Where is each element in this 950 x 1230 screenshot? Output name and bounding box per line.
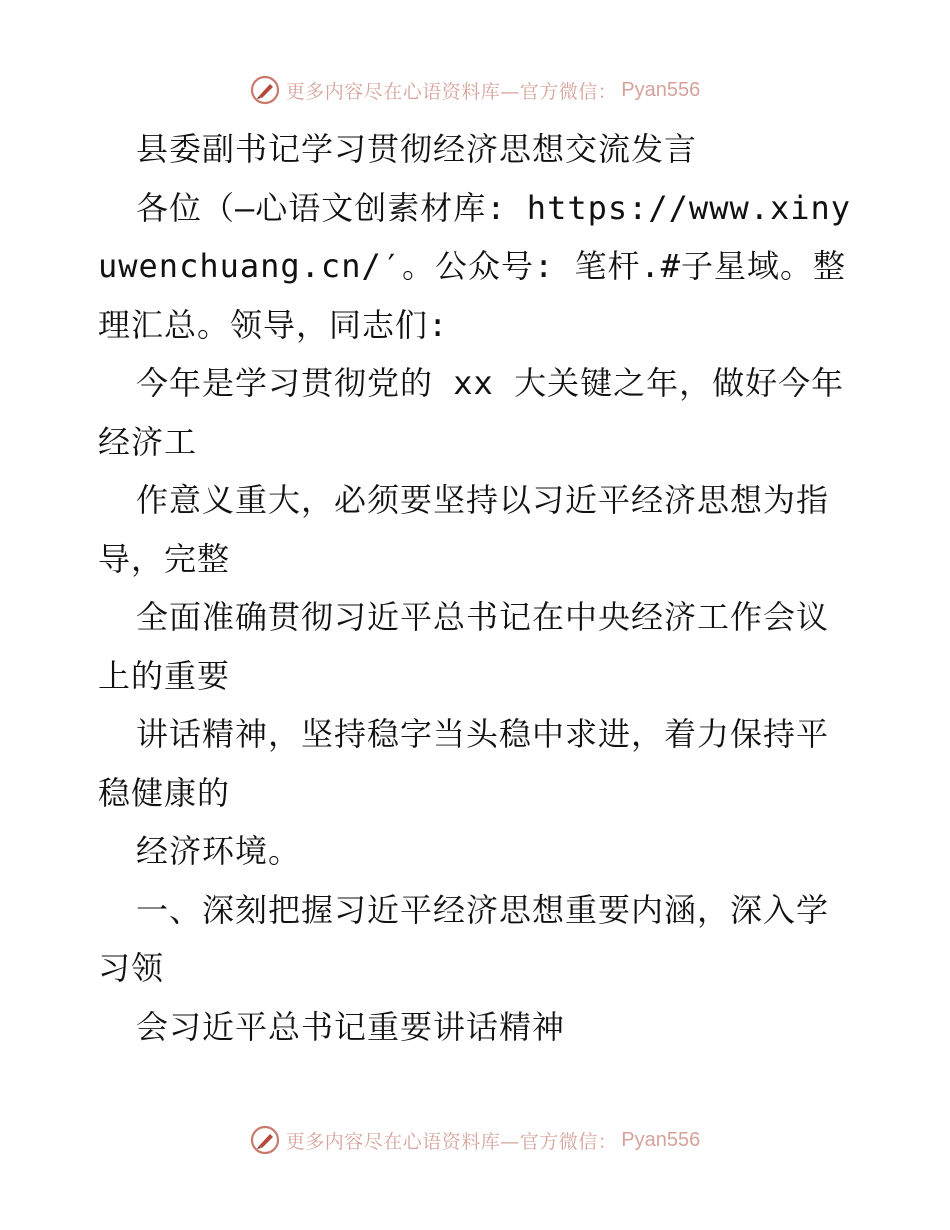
paragraph: 讲话精神，坚持稳字当头稳中求进，着力保持平稳健康的 bbox=[98, 715, 830, 812]
watermark-text: 更多内容尽在心语资料库—官方微信： bbox=[285, 80, 618, 103]
document-title: 县委副书记学习贯彻经济思想交流发言 bbox=[136, 130, 698, 168]
paragraph: 会习近平总书记重要讲话精神 bbox=[136, 1007, 566, 1046]
pen-logo-icon bbox=[250, 75, 280, 105]
paragraph: 经济环境。 bbox=[136, 832, 302, 870]
section-heading: 一、深刻把握习近平经济思想重要内涵，深入学习领 bbox=[98, 890, 830, 987]
watermark-footer bbox=[0, 1120, 950, 1160]
watermark-header bbox=[0, 70, 950, 110]
watermark-text: 更多内容尽在心语资料库—官方微信： bbox=[285, 1130, 618, 1153]
watermark-id: Pyan556 bbox=[621, 1128, 701, 1151]
document-body bbox=[98, 120, 854, 1056]
paragraph: 今年是学习贯彻党的 xx 大关键之年，做好今年经济工 bbox=[98, 364, 845, 461]
paragraph-salutation: 各位（—心语文创素材库: https://www.xinyuwenchuang.cn/′。公众号: 笔杆.#子星域。整理汇总。领导，同志们: bbox=[98, 188, 852, 344]
paragraph: 作意义重大，必须要坚持以习近平经济思想为指导，完整 bbox=[98, 481, 830, 578]
paragraph: 全面准确贯彻习近平总书记在中央经济工作会议上的重要 bbox=[98, 598, 830, 695]
watermark-id: Pyan556 bbox=[621, 78, 701, 101]
pen-logo-icon bbox=[250, 1125, 280, 1155]
